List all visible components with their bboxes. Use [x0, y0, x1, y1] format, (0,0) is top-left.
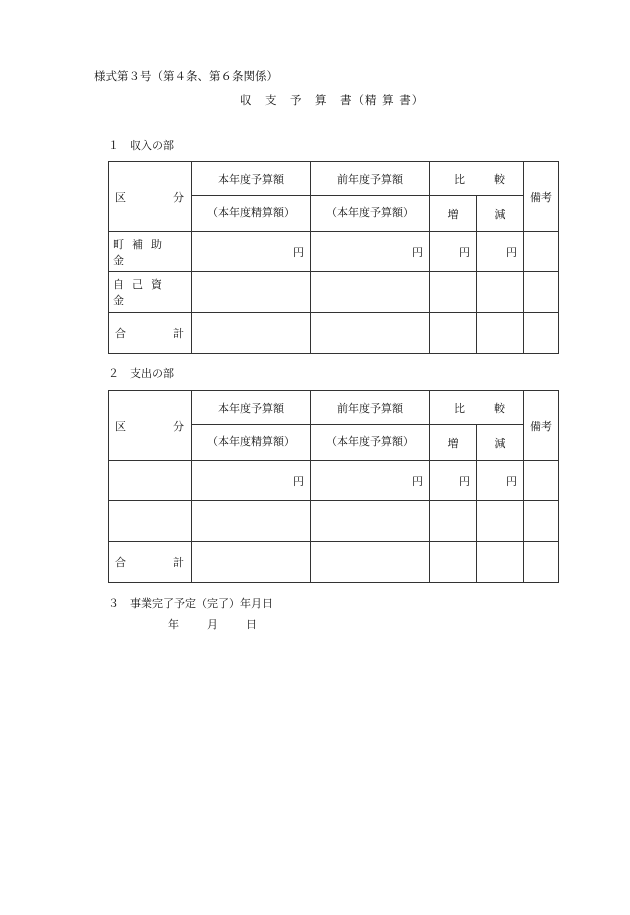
kubun-char-1: 区 [115, 190, 126, 204]
total-char-1: 合 [115, 556, 126, 569]
amount-cell[interactable] [477, 501, 524, 542]
increase-header: 増 [430, 425, 477, 461]
current-budget-header: 本年度予算額 [192, 391, 311, 425]
compare-char-1: 比 [454, 172, 465, 186]
yen-unit: 円 [192, 461, 311, 501]
completion-section-title: ３ 事業完了予定（完了）年月日 [108, 597, 273, 610]
kubun-char-2: 分 [173, 419, 184, 433]
amount-cell[interactable] [192, 313, 311, 354]
decrease-header: 減 [477, 196, 524, 232]
total-char-1: 合 [115, 327, 126, 340]
compare-header [430, 162, 524, 196]
kubun-header [109, 162, 192, 232]
expense-row-label[interactable] [109, 501, 192, 542]
yen-unit: 円 [477, 232, 524, 272]
kubun-header [109, 391, 192, 461]
prev-settlement-header: （本年度予算額） [311, 425, 430, 461]
prev-budget-header: 前年度予算額 [311, 162, 430, 196]
kubun-char-2: 分 [173, 190, 184, 204]
remarks-cell[interactable] [524, 461, 559, 501]
income-table [108, 161, 559, 354]
remarks-cell[interactable] [524, 232, 559, 272]
total-char-2: 計 [173, 556, 184, 569]
remarks-header: 備考 [524, 162, 559, 232]
income-section-title: １ 収入の部 [108, 139, 174, 152]
current-budget-header: 本年度予算額 [192, 162, 311, 196]
amount-cell[interactable] [430, 313, 477, 354]
remarks-header: 備考 [524, 391, 559, 461]
current-settlement-header: （本年度精算額） [192, 425, 311, 461]
amount-cell[interactable] [192, 542, 311, 583]
amount-cell[interactable] [311, 272, 430, 313]
income-row-label: 自己資金 [109, 272, 192, 313]
amount-cell[interactable] [430, 542, 477, 583]
expense-table [108, 390, 559, 583]
expense-row-label[interactable] [109, 461, 192, 501]
prev-settlement-header: （本年度予算額） [311, 196, 430, 232]
yen-unit: 円 [311, 461, 430, 501]
compare-char-1: 比 [454, 401, 465, 415]
compare-char-2: 較 [494, 172, 505, 186]
increase-header: 増 [430, 196, 477, 232]
yen-unit: 円 [311, 232, 430, 272]
amount-cell[interactable] [192, 501, 311, 542]
expense-total-label [109, 542, 192, 583]
compare-header [430, 391, 524, 425]
compare-char-2: 較 [494, 401, 505, 415]
expense-section-title: ２ 支出の部 [108, 367, 174, 380]
yen-unit: 円 [192, 232, 311, 272]
amount-cell[interactable] [430, 501, 477, 542]
yen-unit: 円 [430, 461, 477, 501]
income-row-label: 町補助金 [109, 232, 192, 272]
kubun-char-1: 区 [115, 419, 126, 433]
total-char-2: 計 [173, 327, 184, 340]
amount-cell[interactable] [430, 272, 477, 313]
amount-cell[interactable] [477, 272, 524, 313]
amount-cell[interactable] [311, 501, 430, 542]
amount-cell[interactable] [311, 313, 430, 354]
form-number: 様式第３号（第４条、第６条関係） [94, 69, 278, 83]
income-total-label [109, 313, 192, 354]
current-settlement-header: （本年度精算額） [192, 196, 311, 232]
yen-unit: 円 [430, 232, 477, 272]
remarks-cell[interactable] [524, 501, 559, 542]
remarks-cell[interactable] [524, 542, 559, 583]
amount-cell[interactable] [311, 542, 430, 583]
amount-cell[interactable] [477, 313, 524, 354]
document-title: 収 支 予 算 書（精 算 書） [240, 93, 425, 107]
remarks-cell[interactable] [524, 272, 559, 313]
completion-date-line: 年 月 日 [168, 618, 259, 631]
decrease-header: 減 [477, 425, 524, 461]
amount-cell[interactable] [477, 542, 524, 583]
remarks-cell[interactable] [524, 313, 559, 354]
prev-budget-header: 前年度予算額 [311, 391, 430, 425]
amount-cell[interactable] [192, 272, 311, 313]
yen-unit: 円 [477, 461, 524, 501]
